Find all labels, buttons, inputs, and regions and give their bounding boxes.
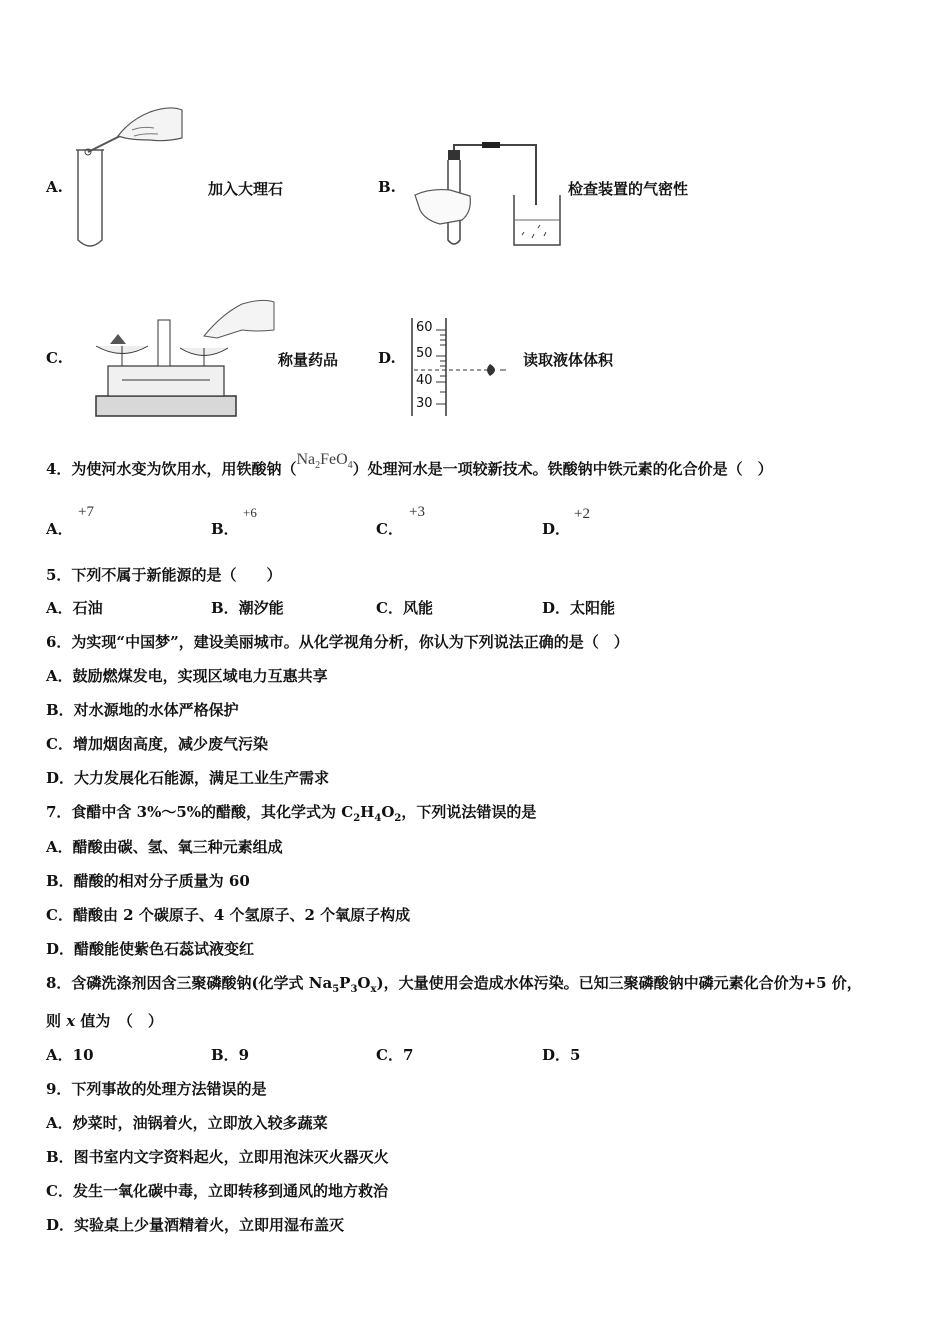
option-value: +2 — [574, 506, 590, 522]
q6-stem: 6．为实现“中国梦”，建设美丽城市。从化学视角分析，你认为下列说法正确的是（ ） — [46, 633, 629, 651]
cylinder-tick-label: 30 — [416, 396, 433, 411]
q8-line2-before: 则 — [46, 1012, 67, 1030]
q8-stem-before: 8．含磷洗涤剂因含三聚磷酸钠(化学式 Na — [46, 974, 333, 992]
option-text: 检查装置的气密性 — [568, 180, 689, 198]
q8-stem-line2 — [46, 1010, 163, 1031]
cylinder-tick-label: 60 — [416, 320, 433, 335]
option-text: 称量药品 — [278, 351, 339, 369]
option-text: A．醋酸由碳、氢、氧三种元素组成 — [46, 838, 283, 856]
formula-subscript: 5 — [332, 984, 340, 995]
q4-stem-after: ）处理河水是一项较新技术。铁酸钠中铁元素的化合价是（ ） — [352, 460, 773, 478]
option-letter: B. — [378, 178, 396, 196]
q7-stem-after: ，下列说法错误的是 — [401, 803, 537, 821]
test-tube-figure — [70, 100, 190, 250]
option-text: A．10 — [46, 1046, 94, 1064]
q4-stem — [46, 451, 773, 481]
formula-part: O — [381, 803, 395, 821]
option-text: A．石油 — [46, 599, 103, 617]
option-text: D．5 — [542, 1046, 581, 1064]
formula-part: FeO — [320, 451, 348, 468]
cylinder-tick-label: 40 — [416, 373, 433, 388]
q5-stem: 5．下列不属于新能源的是（ ） — [46, 566, 282, 584]
formula-part: O — [357, 974, 371, 992]
option-letter: D. — [378, 349, 396, 367]
formula-subscript: 3 — [350, 984, 358, 995]
option-value: +3 — [409, 504, 425, 520]
q7-stem-before: 7．食醋中含 3%～5%的醋酸，其化学式为 C — [46, 803, 354, 821]
option-letter: D． — [542, 520, 571, 538]
option-text: D．大力发展化石能源，满足工业生产需求 — [46, 769, 330, 787]
formula-subscript: 4 — [374, 813, 382, 824]
balance-scale-figure — [92, 296, 277, 420]
option-value: +7 — [78, 504, 94, 520]
formula-subscript: 4 — [347, 460, 353, 472]
option-text: D．醋酸能使紫色石蕊试液变红 — [46, 940, 255, 958]
formula-subscript: 2 — [315, 460, 321, 472]
formula-subscript: x — [370, 984, 377, 995]
option-text: D．太阳能 — [542, 599, 616, 617]
formula-part: Na — [296, 451, 316, 468]
option-text: D．实验桌上少量酒精着火，立即用湿布盖灭 — [46, 1216, 345, 1234]
formula-subscript: 2 — [353, 813, 361, 824]
q8-stem — [46, 972, 862, 995]
option-letter: A． — [46, 520, 73, 538]
variable-x: x — [66, 1012, 76, 1030]
formula-part: H — [360, 803, 375, 821]
option-text: 加入大理石 — [208, 180, 284, 198]
option-text: C．7 — [376, 1046, 414, 1064]
option-text: C．醋酸由 2 个碳原子、4 个氢原子、2 个氧原子构成 — [46, 906, 411, 924]
option-letter: C. — [46, 349, 63, 367]
option-text: B．醋酸的相对分子质量为 60 — [46, 872, 250, 890]
option-text: C．增加烟囱高度，减少废气污染 — [46, 735, 268, 753]
option-text: C．风能 — [376, 599, 433, 617]
formula-part: P — [339, 974, 351, 992]
option-text: 读取液体体积 — [523, 351, 614, 369]
airtightness-apparatus-figure — [410, 140, 570, 250]
option-text: B．对水源地的水体严格保护 — [46, 701, 239, 719]
option-letter: B． — [211, 520, 239, 538]
q4-stem-before: 4．为使河水变为饮用水，用铁酸钠（ — [46, 460, 297, 478]
option-text: B．潮汐能 — [211, 599, 284, 617]
formula-subscript: 2 — [394, 813, 402, 824]
option-text: C．发生一氧化碳中毒，立即转移到通风的地方救治 — [46, 1182, 388, 1200]
q8-line2-after: 值为 （ ） — [75, 1012, 163, 1030]
option-text: B．9 — [211, 1046, 250, 1064]
option-letter: C． — [376, 520, 403, 538]
option-text: A．炒菜时，油锅着火，立即放入较多蔬菜 — [46, 1114, 328, 1132]
q7-stem — [46, 801, 536, 824]
sodium-ferrate-formula — [296, 451, 353, 472]
option-value: +6 — [243, 505, 257, 520]
cylinder-tick-label: 50 — [416, 346, 433, 361]
option-text: A．鼓励燃煤发电，实现区域电力互惠共享 — [46, 667, 328, 685]
q8-stem-after: )，大量使用会造成水体污染。已知三聚磷酸钠中磷元素化合价为+5 价， — [376, 974, 862, 992]
option-text: B．图书室内文字资料起火，立即用泡沫灭火器灭火 — [46, 1148, 389, 1166]
option-letter: A. — [46, 178, 63, 196]
q9-stem: 9．下列事故的处理方法错误的是 — [46, 1080, 267, 1098]
